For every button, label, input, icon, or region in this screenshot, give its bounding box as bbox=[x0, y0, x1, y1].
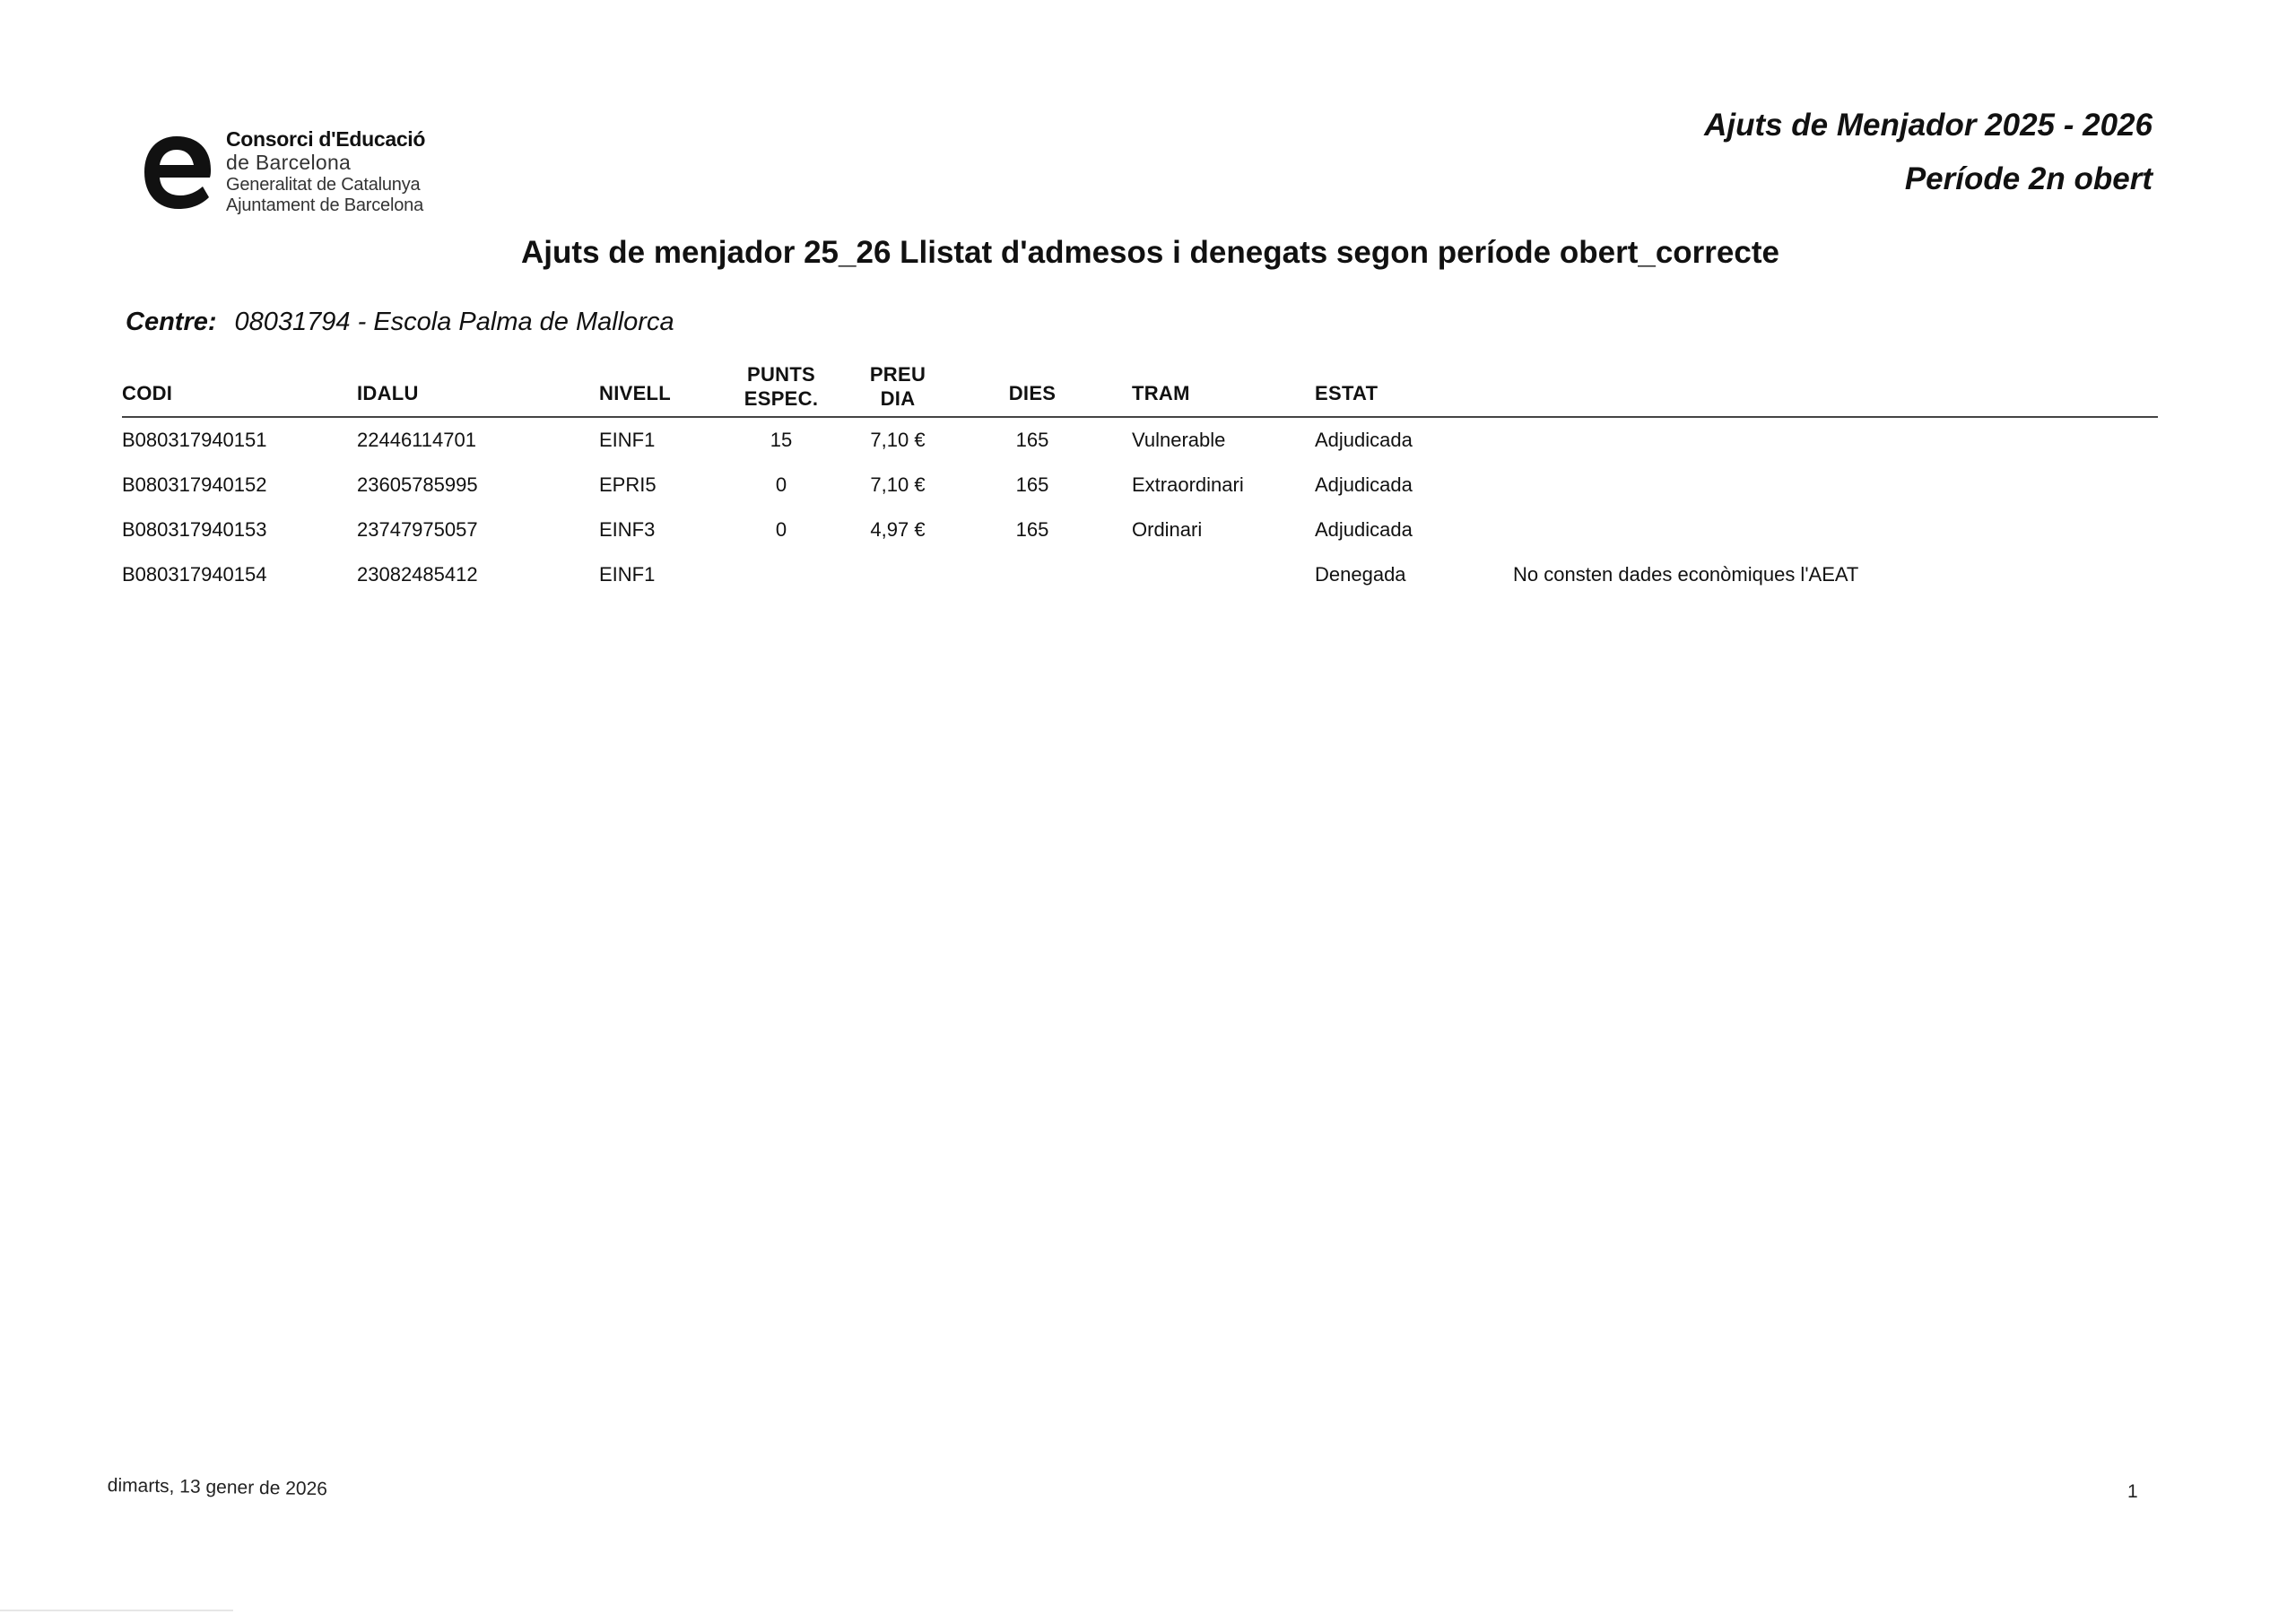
logo-generalitat: Generalitat de Catalunya bbox=[226, 175, 421, 195]
footer-date: dimarts, 13 gener de 2026 bbox=[107, 1475, 328, 1500]
cell-idalu: 23605785995 bbox=[357, 473, 478, 496]
header-preu-dia bbox=[848, 362, 947, 411]
logo-org-city: de Barcelona bbox=[226, 151, 352, 174]
consorci-logo bbox=[142, 126, 465, 224]
cell-dies: 165 bbox=[1015, 518, 1049, 541]
document-title: Ajuts de menjador 25_26 Llistat d'admesos i denegats segon període obert_correcte bbox=[521, 235, 1779, 270]
logo-ajuntament: Ajuntament de Barcelona bbox=[226, 195, 423, 215]
cell-nivell: EINF1 bbox=[599, 429, 656, 451]
cell-dies: 165 bbox=[1015, 473, 1049, 496]
scan-artifact bbox=[0, 1610, 233, 1611]
cell-estat: Denegada bbox=[1315, 563, 1406, 586]
cell-idalu: 22446114701 bbox=[357, 429, 476, 451]
header-punts-line2: ESPEC. bbox=[744, 387, 819, 410]
cell-estat: Adjudicada bbox=[1315, 429, 1413, 451]
header-punts-espec bbox=[732, 362, 831, 411]
header-codi: CODI bbox=[122, 382, 173, 404]
cell-codi: B080317940153 bbox=[122, 518, 267, 541]
cell-preu: 4,97 € bbox=[870, 518, 926, 541]
header-dies: DIES bbox=[1008, 382, 1057, 404]
header-preu-line2: DIA bbox=[880, 387, 916, 410]
cell-nivell: EINF3 bbox=[599, 518, 656, 541]
cell-tram: Ordinari bbox=[1132, 518, 1203, 541]
table-header bbox=[122, 359, 2158, 418]
cell-nivell: EINF1 bbox=[599, 563, 656, 586]
consorci-e-logo-icon bbox=[142, 133, 212, 212]
centre-label: Centre: bbox=[126, 308, 217, 336]
cell-punts: 15 bbox=[770, 429, 793, 451]
header-punts-line1: PUNTS bbox=[746, 363, 816, 386]
header-preu-line1: PREU bbox=[869, 363, 926, 386]
cell-codi: B080317940151 bbox=[122, 429, 267, 451]
table-row bbox=[122, 552, 2158, 597]
logo-text bbox=[226, 126, 425, 214]
cell-tram: Vulnerable bbox=[1132, 429, 1226, 451]
centre-value: 08031794 - Escola Palma de Mallorca bbox=[234, 308, 674, 336]
header-nivell: NIVELL bbox=[599, 382, 672, 404]
cell-idalu: 23747975057 bbox=[357, 518, 478, 541]
cell-punts: 0 bbox=[775, 473, 787, 496]
program-title: Ajuts de Menjador 2025 - 2026 bbox=[1704, 108, 2152, 143]
table-row bbox=[122, 508, 2158, 552]
cell-tram: Extraordinari bbox=[1132, 473, 1244, 496]
centre-info bbox=[126, 308, 674, 337]
cell-punts: 0 bbox=[775, 518, 787, 541]
cell-estat: Adjudicada bbox=[1315, 473, 1413, 496]
cell-codi: B080317940152 bbox=[122, 473, 267, 496]
cell-nivell: EPRI5 bbox=[599, 473, 657, 496]
header-program-info bbox=[1704, 109, 2152, 217]
cell-idalu: 23082485412 bbox=[357, 563, 478, 586]
logo-org-name: Consorci d'Educació bbox=[226, 127, 426, 151]
cell-preu: 7,10 € bbox=[870, 473, 926, 496]
page-number: 1 bbox=[2127, 1481, 2138, 1502]
cell-preu: 7,10 € bbox=[870, 429, 926, 451]
table-row bbox=[122, 463, 2158, 508]
cell-estat: Adjudicada bbox=[1315, 518, 1413, 541]
header-tram: TRAM bbox=[1132, 382, 1190, 404]
cell-codi: B080317940154 bbox=[122, 563, 267, 586]
results-table bbox=[122, 359, 2158, 597]
header-estat: ESTAT bbox=[1315, 382, 1378, 404]
cell-dies: 165 bbox=[1015, 429, 1049, 451]
cell-motiu: No consten dades econòmiques l'AEAT bbox=[1513, 563, 1859, 586]
header-idalu: IDALU bbox=[357, 382, 419, 404]
period-title: Període 2n obert bbox=[1904, 161, 2152, 196]
table-row bbox=[122, 418, 2158, 463]
